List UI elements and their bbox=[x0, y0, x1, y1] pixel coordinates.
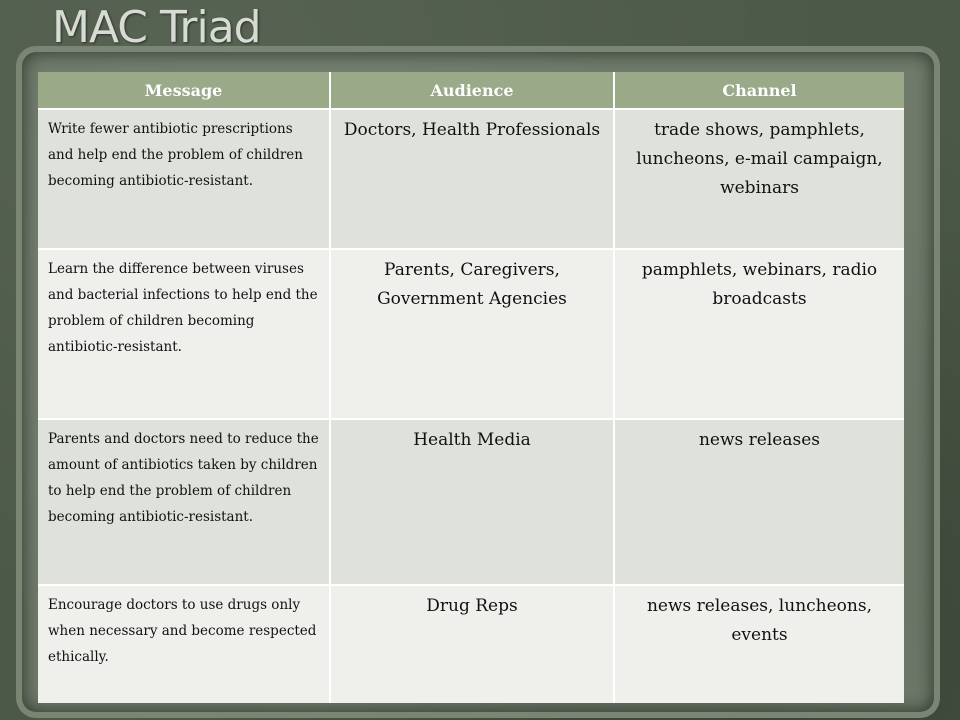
channel-cell: pamphlets, webinars, radio broadcasts bbox=[614, 249, 904, 419]
channel-cell: news releases bbox=[614, 419, 904, 585]
mac-triad-table bbox=[38, 72, 904, 703]
header-message: Message bbox=[38, 72, 330, 109]
table-row bbox=[38, 249, 904, 419]
slide-title: MAC Triad bbox=[52, 2, 261, 53]
message-cell: Write fewer antibiotic prescriptions and help end the problem of children becoming antibiotic-resistant. bbox=[38, 109, 330, 249]
table-row bbox=[38, 585, 904, 703]
audience-cell: Health Media bbox=[330, 419, 614, 585]
message-cell: Encourage doctors to use drugs only when necessary and become respected ethically. bbox=[38, 585, 330, 703]
header-audience: Audience bbox=[330, 72, 614, 109]
channel-cell: trade shows, pamphlets, luncheons, e-mail campaign, webinars bbox=[614, 109, 904, 249]
table-row bbox=[38, 109, 904, 249]
message-cell: Parents and doctors need to reduce the amount of antibiotics taken by children to help end the problem of children becoming antibiotic-resistant. bbox=[38, 419, 330, 585]
channel-cell: news releases, luncheons, events bbox=[614, 585, 904, 703]
table-header-row bbox=[38, 72, 904, 109]
audience-cell: Doctors, Health Professionals bbox=[330, 109, 614, 249]
table-row bbox=[38, 419, 904, 585]
message-cell: Learn the difference between viruses and bacterial infections to help end the problem of children becoming antibiotic-resistant. bbox=[38, 249, 330, 419]
audience-cell: Drug Reps bbox=[330, 585, 614, 703]
audience-cell: Parents, Caregivers, Government Agencies bbox=[330, 249, 614, 419]
header-channel: Channel bbox=[614, 72, 904, 109]
